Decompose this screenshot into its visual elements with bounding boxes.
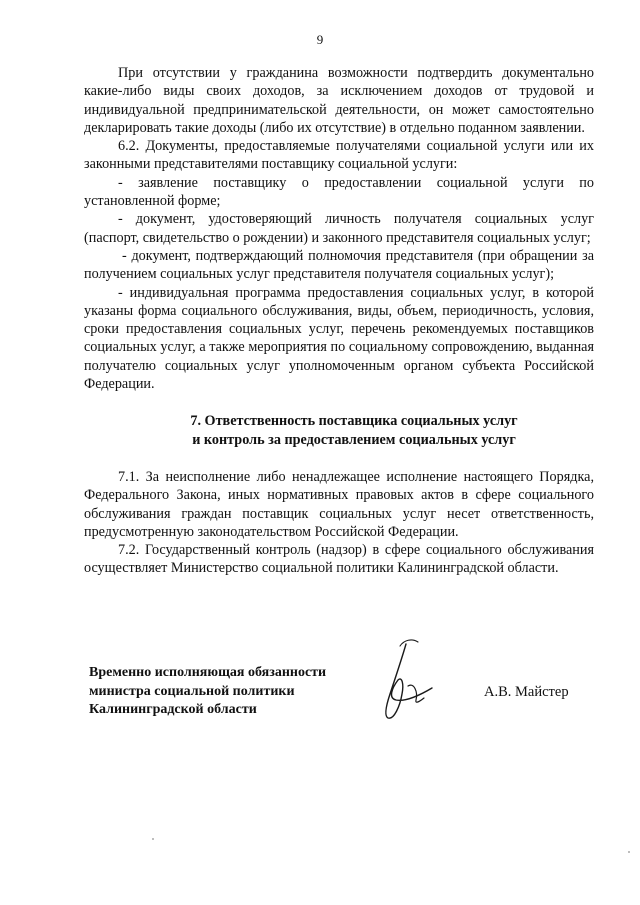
- signatory-title-line2: министра социальной политики: [89, 683, 295, 699]
- page-number: 9: [316, 32, 324, 47]
- paragraph-7-1: 7.1. За неисполнение либо ненадлежащее исполнение настоящего Порядка, Федерального Закона, иных нормативных правовых актов в сфере социального обслуживания граждан поставщик социальных услуг несет ответственность, предусмотренную законодательством Российской Федерации.: [84, 468, 594, 540]
- list-item-identity-document: - документ, удостоверяющий личность получателя социальных услуг (паспорт, свидетельство о рождении) и законного представителя социальных услуг;: [84, 211, 594, 246]
- signatory-name: А.В. Майстер: [484, 684, 569, 700]
- section-7-title-line2: и контроль за предоставлением социальных услуг: [192, 431, 516, 448]
- handwritten-signature: [372, 636, 452, 726]
- scan-speck: [628, 851, 630, 853]
- paragraph-6-2: 6.2. Документы, предоставляемые получателями социальной услуги или их законными представителями поставщику социальной услуги:: [84, 138, 594, 173]
- list-item-individual-program: - индивидуальная программа предоставления социальных услуг, в которой указаны форма социального обслуживания, виды, объем, периодичность, условия, сроки предоставления социальных услуг, перечень рекомендуемых поставщиков социальных услуг, а также мероприятия по социальному сопровождению, выданная получателю социальных услуг уполномоченным органом субъекта Российской Федерации.: [84, 284, 594, 393]
- paragraph-income-declaration: При отсутствии у гражданина возможности подтвердить документально какие-либо виды своих доходов, за исключением доходов от трудовой и индивидуальной предпринимательской деятельности, он может самостоятельно декларировать такие доходы (либо их отсутствие) в отдельно поданном заявлении.: [84, 65, 594, 136]
- scan-speck: [152, 838, 154, 840]
- document-body: [84, 64, 594, 578]
- list-item-application: - заявление поставщику о предоставлении социальной услуги по установленной форме;: [84, 174, 594, 210]
- signatory-title-line3: Калининградской области: [89, 702, 257, 717]
- list-item-authority-document: - документ, подтверждающий полномочия представителя (при обращении за получением социальных услуг представителя получателя социальных услуг);: [84, 247, 594, 283]
- paragraph-7-2: 7.2. Государственный контроль (надзор) в сфере социального обслуживания осуществляет Министерство социальной политики Калининградской области.: [84, 542, 594, 577]
- signatory-title-line1: Временно исполняющая обязанности: [89, 665, 327, 680]
- signatory-title: [89, 664, 369, 720]
- section-7-title-line1: 7. Ответственность поставщика социальных услуг: [190, 413, 518, 430]
